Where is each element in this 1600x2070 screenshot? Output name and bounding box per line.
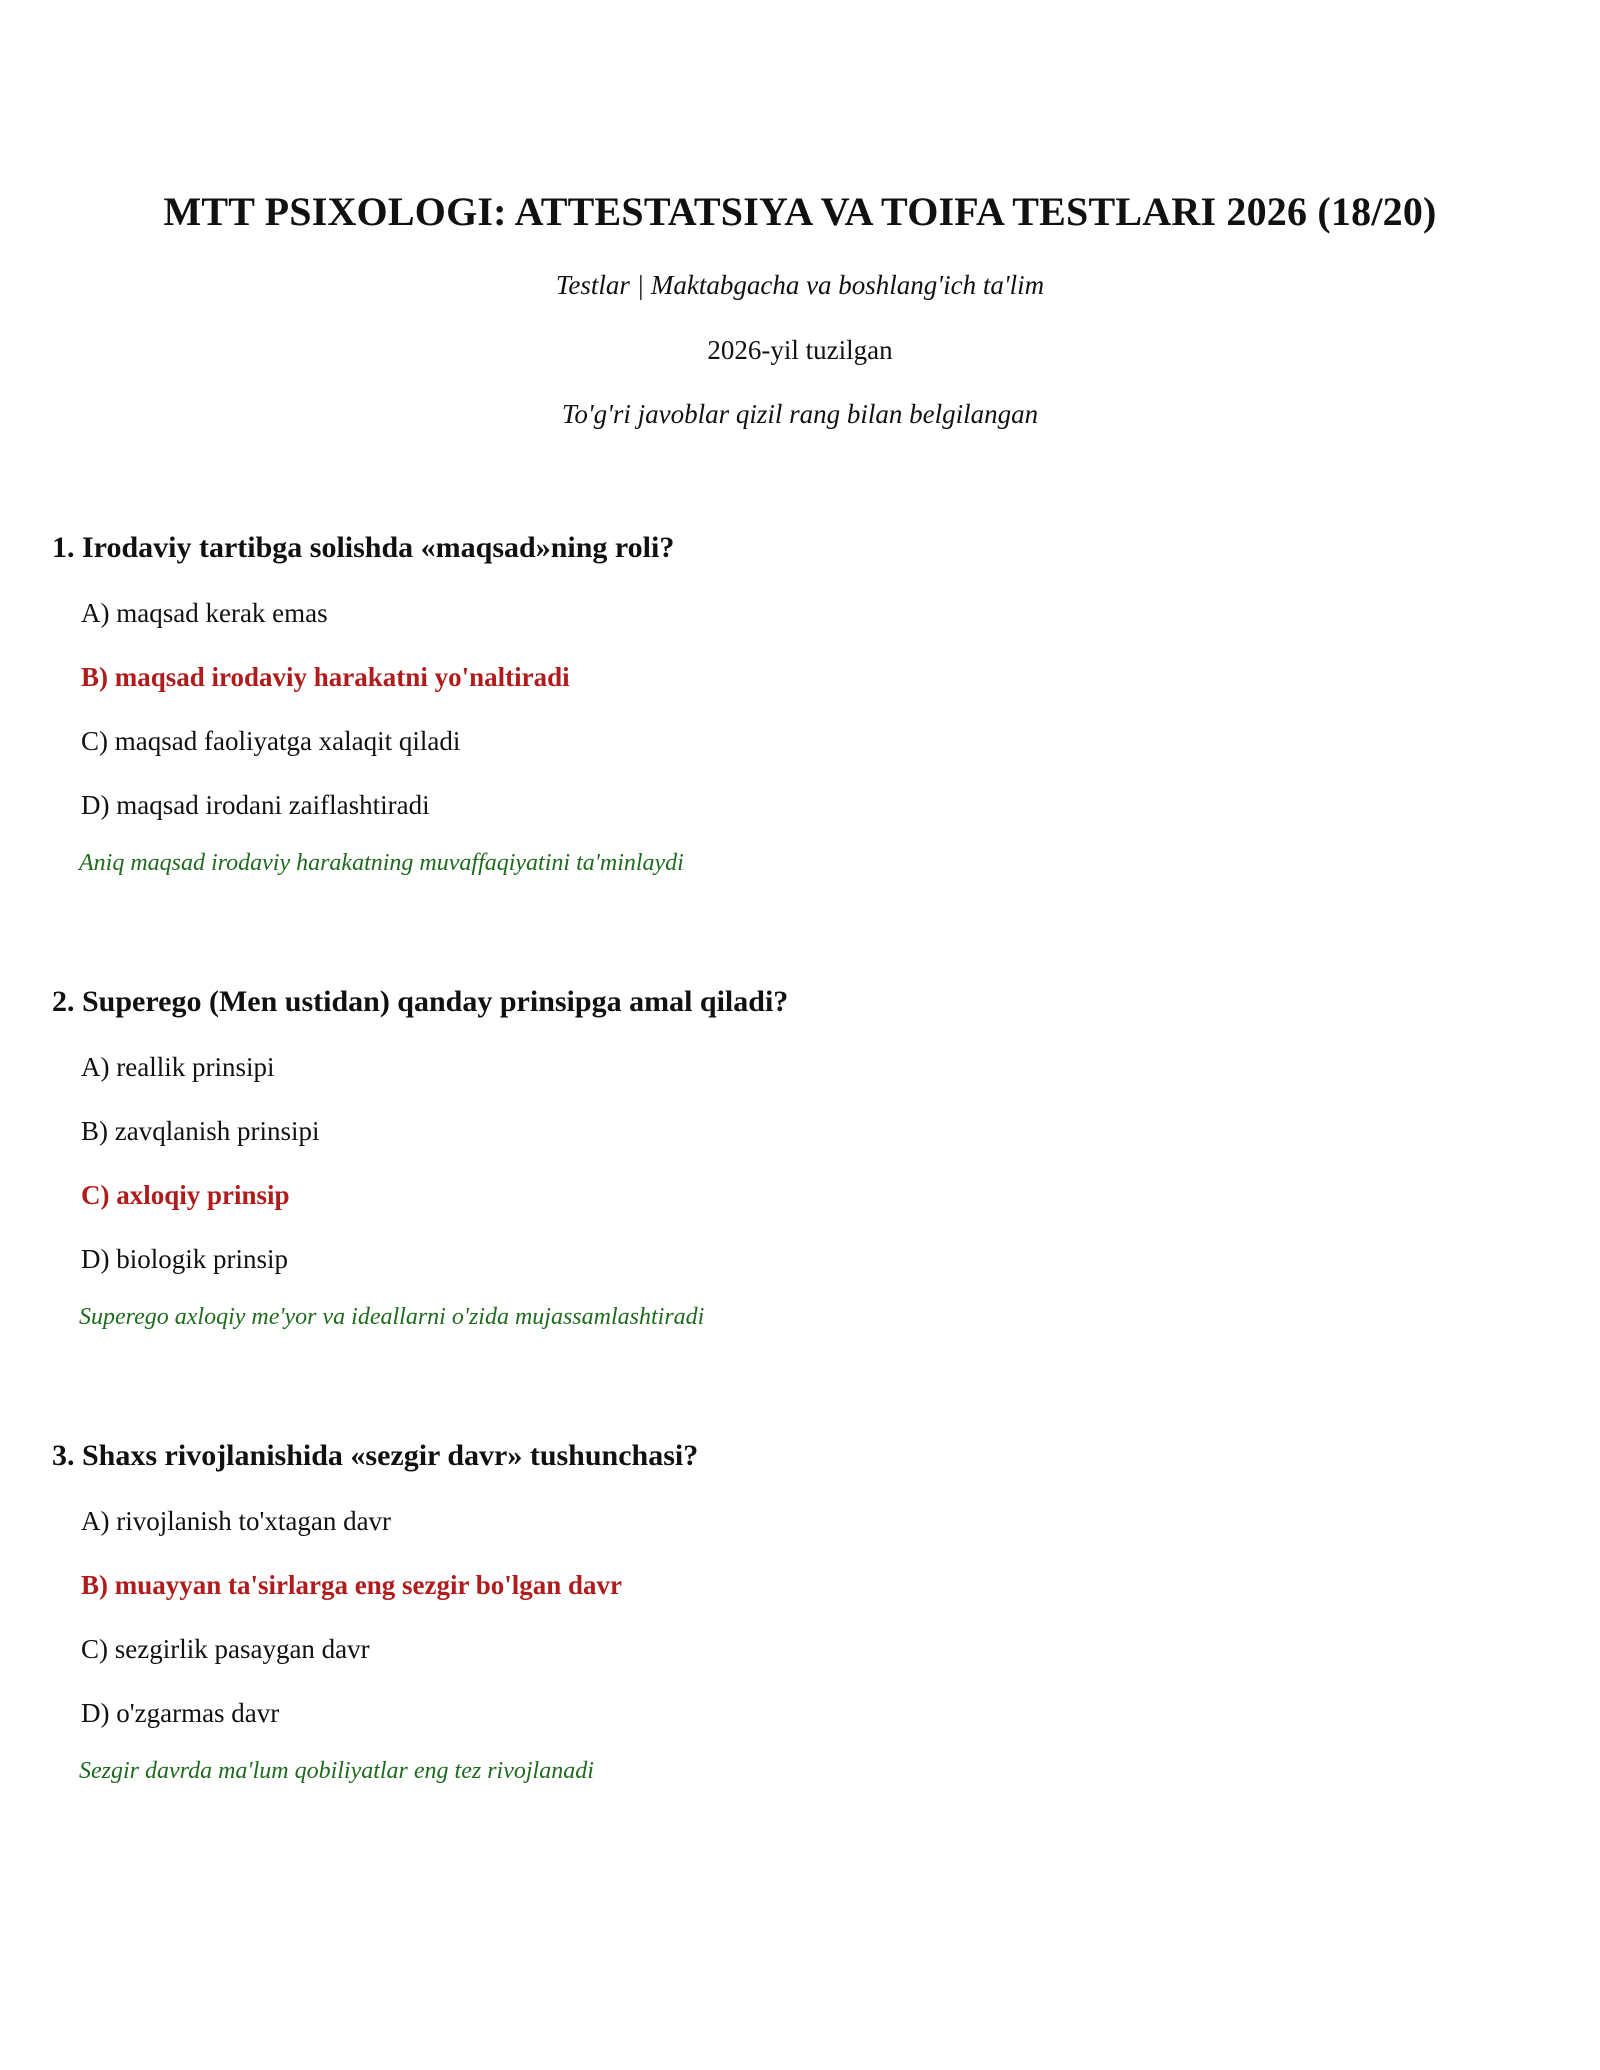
option-b-correct: B) muayyan ta'sirlarga eng sezgir bo'lgan davr — [81, 1570, 623, 1600]
question-1 — [52, 530, 1552, 878]
option-b: B) zavqlanish prinsipi — [81, 1116, 320, 1146]
page-subtitle: Testlar | Maktabgacha va boshlang'ich ta'lim — [555, 270, 1045, 300]
answer-options — [52, 1504, 1552, 1730]
question-2 — [52, 984, 1552, 1332]
answer-options — [52, 1050, 1552, 1276]
year-note: 2026-yil tuzilgan — [707, 335, 893, 365]
answer-explanation: Superego axloqiy me'yor va ideallarni o'zida mujassamlashtiradi — [79, 1304, 705, 1330]
option-d: D) o'zgarmas davr — [81, 1698, 280, 1728]
question-text: 1. Irodaviy tartibga solishda «maqsad»ning roli? — [52, 531, 675, 564]
question-3 — [52, 1438, 1552, 1786]
question-text: 3. Shaxs rivojlanishida «sezgir davr» tushunchasi? — [52, 1439, 699, 1472]
option-c: C) maqsad faoliyatga xalaqit qiladi — [81, 726, 461, 756]
option-c-correct: C) axloqiy prinsip — [81, 1180, 290, 1210]
answer-explanation: Aniq maqsad irodaviy harakatning muvaffaqiyatini ta'minlaydi — [79, 850, 684, 876]
option-c: C) sezgirlik pasaygan davr — [81, 1634, 370, 1664]
page-title: MTT PSIXOLOGI: ATTESTATSIYA VA TOIFA TESTLARI 2026 (18/20) — [163, 189, 1437, 234]
answer-explanation: Sezgir davrda ma'lum qobiliyatlar eng tez rivojlanadi — [79, 1758, 594, 1784]
option-a: A) maqsad kerak emas — [81, 598, 328, 628]
option-d: D) maqsad irodani zaiflashtiradi — [81, 790, 430, 820]
answer-options — [52, 596, 1552, 822]
option-a: A) reallik prinsipi — [81, 1052, 275, 1082]
option-d: D) biologik prinsip — [81, 1244, 288, 1274]
option-a: A) rivojlanish to'xtagan davr — [81, 1506, 392, 1536]
option-b-correct: B) maqsad irodaviy harakatni yo'naltiradi — [81, 662, 570, 692]
legend-note: To'g'ri javoblar qizil rang bilan belgilangan — [561, 399, 1039, 429]
question-text: 2. Superego (Men ustidan) qanday prinsipga amal qiladi? — [52, 985, 789, 1018]
